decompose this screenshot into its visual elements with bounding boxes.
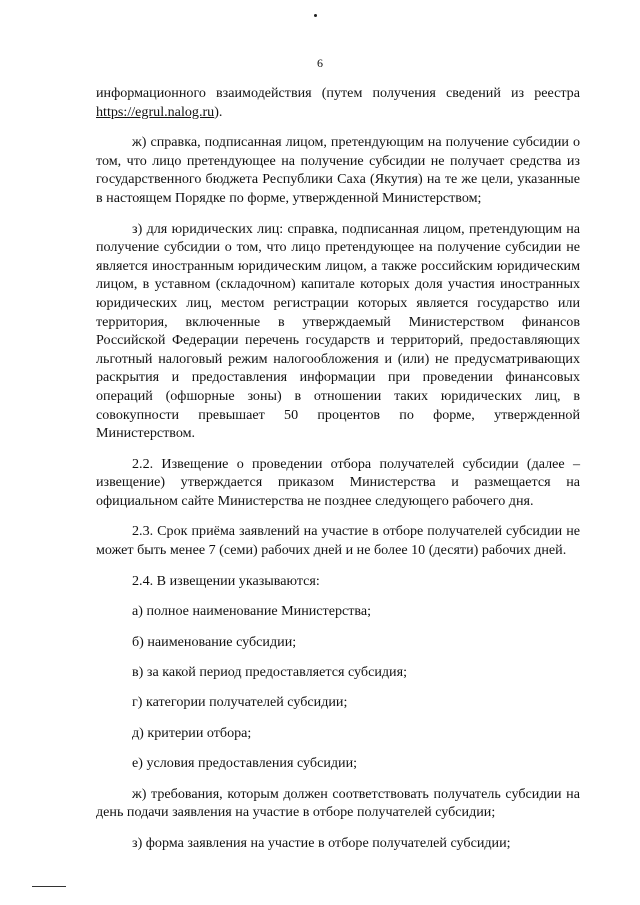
paragraph-2-3: 2.3. Срок приёма заявлений на участие в отборе получателей субсидии не может быть менее 7 (семи) рабочих дней и не более 10 (десяти) рабочих дней. <box>96 523 580 559</box>
list-item: д) критерии отбора; <box>132 724 252 741</box>
list-item: б) наименование субсидии; <box>132 633 297 650</box>
paragraph-2-2: 2.2. Извещение о проведении отбора получателей субсидии (далее – извещение) утверждается приказом Министерства и размещается на официальном сайте Министерства не позднее следующего рабочего дня. <box>96 455 580 509</box>
paragraph-zh: ж) справка, подписанная лицом, претендующим на получение субсидии о том, что лицо претендующее на получение субсидии не получает средства из государственного бюджета Республики Саха (Якутия) на те же цели, указанные в настоящем Порядке по форме, утвержденной Министерством; <box>96 134 580 206</box>
paragraph-z: з) для юридических лиц: справка, подписанная лицом, претендующим на получение субсидии о том, что лицо претендующее на получение субсидии не является иностранным юридическим лицом, а также российским юридическим лицом, в уставном (складочном) капитале которых доля участия иностранных юридических лиц, местом регистрации которых является государство или территория, включенные в утверждаемый Министерством финансов Российской Федерации перечень государств и территорий, предоставляющих льготный налоговый режим налогообложения и (или) не предусматривающих раскрытия и предоставления информации при проведении финансовых операций (офшорные зоны) в отношении таких юридических лиц, в совокупности превышает 50 процентов по форме, утвержденной Министерством. <box>96 220 580 442</box>
egrul-link[interactable]: https://egrul.nalog.ru <box>96 103 215 120</box>
paragraph-2-4: 2.4. В извещении указываются: <box>132 572 320 589</box>
list-item: в) за какой период предоставляется субсидия; <box>132 664 407 681</box>
top-dot-mark <box>314 14 317 17</box>
paragraph-end: ). <box>214 103 223 120</box>
document-body <box>96 84 580 864</box>
paragraph-continuation <box>96 84 580 121</box>
list-item: е) условия предоставления субсидии; <box>132 755 358 772</box>
list-item: з) форма заявления на участие в отборе получателей субсидии; <box>132 834 511 851</box>
list-item: а) полное наименование Министерства; <box>132 603 372 620</box>
notice-items-list <box>96 602 580 852</box>
list-item: ж) требования, которым должен соответствовать получатель субсидии на день подачи заявления на участие в отборе получателей субсидии; <box>96 785 580 821</box>
page-number: 6 <box>317 56 323 70</box>
list-item: г) категории получателей субсидии; <box>132 694 348 711</box>
paragraph-text: информационного взаимодействия (путем получения сведений из реестра <box>96 85 580 101</box>
footer-line <box>32 886 66 887</box>
